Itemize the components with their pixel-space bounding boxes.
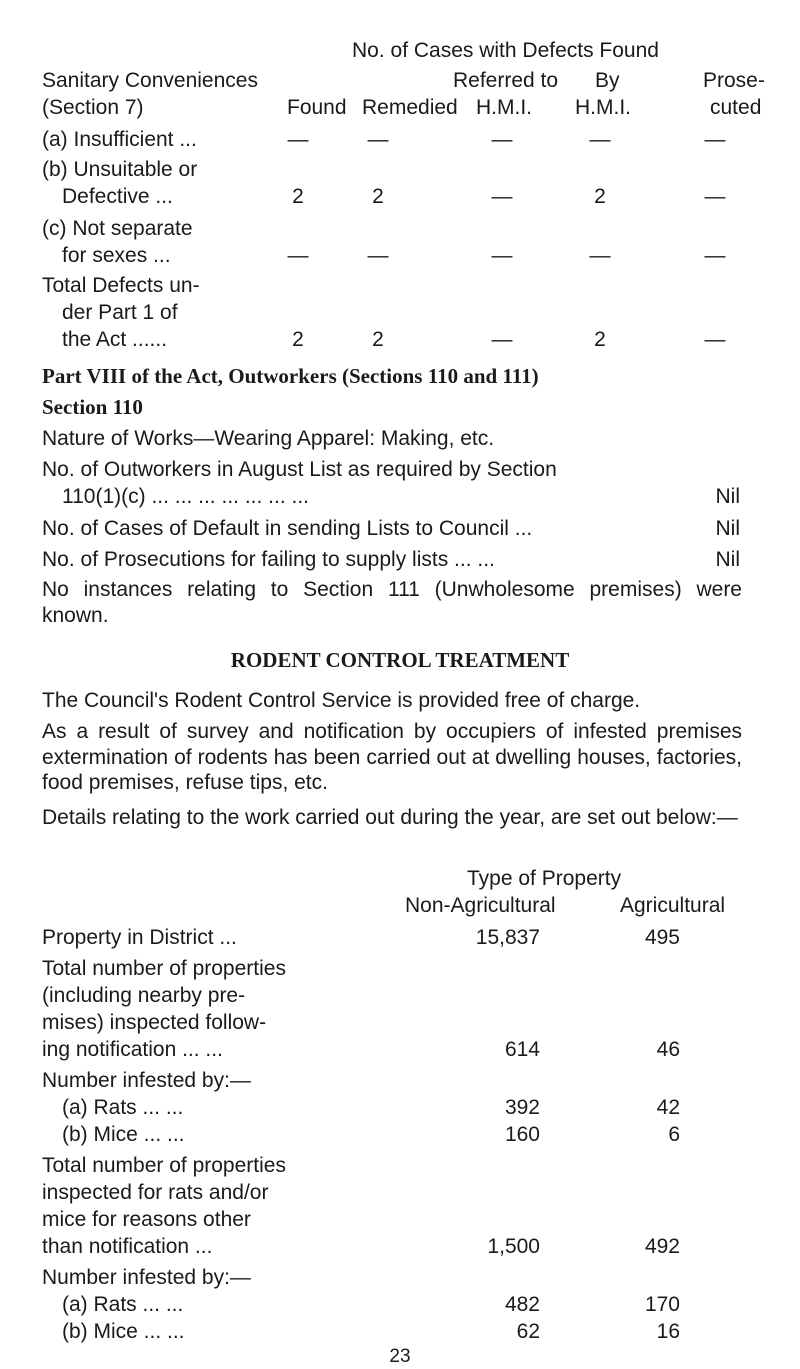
sanitary-header-left-1: Sanitary Conveniences [42, 69, 258, 92]
rodent-row-label: Total number of properties [42, 1154, 286, 1177]
non-agricultural-cell: 614 [504, 1038, 540, 1061]
prosecuted-cell: — [704, 128, 726, 151]
non-agricultural-header: Non-Agricultural [405, 894, 556, 917]
rodent-row-label: Property in District ... [42, 926, 237, 949]
rodent-row-label: (a) Rats ... ... [62, 1293, 184, 1316]
referred-cell: — [491, 128, 513, 151]
by-hmi-cell: 2 [594, 328, 606, 351]
rodent-row-label: Total number of properties [42, 957, 286, 980]
prosecuted-header-1: Prose- [703, 69, 765, 92]
found-cell: — [287, 128, 309, 151]
rodent-row-label: than notification ... [42, 1235, 213, 1258]
rodent-para-3: Details relating to the work carried out during the year, are set out below:— [42, 806, 738, 829]
non-agricultural-cell: 160 [504, 1123, 540, 1146]
outworkers-title: Part VIII of the Act, Outworkers (Sections 110 and 111) [42, 364, 539, 388]
referred-cell: — [491, 185, 513, 208]
prosecuted-cell: — [704, 328, 726, 351]
sanitary-row-label: (c) Not separate [42, 217, 193, 240]
by-hmi-cell: 2 [594, 185, 606, 208]
found-header: Found [287, 96, 347, 119]
non-agricultural-cell: 1,500 [487, 1235, 540, 1258]
remedied-cell: — [367, 128, 389, 151]
agricultural-cell: 6 [668, 1123, 680, 1146]
remedied-cell: — [367, 244, 389, 267]
outworkers-item-1-value: Nil [715, 485, 740, 508]
prosecuted-cell: — [704, 244, 726, 267]
sanitary-total-label: the Act ...... [62, 328, 168, 351]
referred-to-header: Referred to [453, 69, 559, 92]
referred-cell: — [491, 244, 513, 267]
rodent-para-2: As a result of survey and notification by occupiers of infested premises extermination of rodents has been carried out at dwelling houses, factories, food premises, refuse tips, etc. [42, 720, 742, 795]
sanitary-total-label: der Part 1 of [62, 301, 178, 324]
referred-hmi-header: H.M.I. [476, 96, 532, 119]
rodent-row-label: (including nearby pre- [42, 984, 246, 1007]
referred-cell: — [491, 328, 513, 351]
by-hmi-cell: — [589, 244, 611, 267]
non-agricultural-cell: 482 [504, 1293, 540, 1316]
sanitary-row-label: Defective ... [62, 185, 173, 208]
outworkers-item-1-line-2: 110(1)(c) ... ... ... ... ... ... ... [62, 485, 309, 508]
agricultural-cell: 170 [644, 1293, 680, 1316]
sanitary-total-label: Total Defects un- [42, 274, 200, 297]
rodent-row-label: Number infested by:— [42, 1266, 251, 1289]
section-110-heading: Section 110 [42, 395, 143, 419]
prosecuted-cell: — [704, 185, 726, 208]
rodent-row-label: inspected for rats and/or [42, 1181, 269, 1204]
agricultural-header: Agricultural [620, 894, 726, 917]
prosecuted-header-2: cuted [710, 96, 762, 119]
rodent-row-label: ing notification ... ... [42, 1038, 223, 1061]
agricultural-cell: 46 [656, 1038, 680, 1061]
page-number: 23 [389, 1346, 411, 1367]
outworkers-item-3: No. of Prosecutions for failing to supply lists ... ... [42, 548, 495, 571]
rodent-row-label: Number infested by:— [42, 1069, 251, 1092]
outworkers-item-1-line-1: No. of Outworkers in August List as required by Section [42, 458, 557, 481]
remedied-header: Remedied [362, 96, 458, 119]
rodent-row-label: mice for reasons other [42, 1208, 251, 1231]
found-cell: 2 [292, 328, 304, 351]
rodent-row-label: (a) Rats ... ... [62, 1096, 184, 1119]
non-agricultural-cell: 15,837 [475, 926, 540, 949]
sanitary-row-label: for sexes ... [62, 244, 171, 267]
agricultural-cell: 42 [656, 1096, 680, 1119]
non-agricultural-cell: 62 [516, 1320, 540, 1343]
by-hmi-cell: — [589, 128, 611, 151]
rodent-row-label: (b) Mice ... ... [62, 1123, 185, 1146]
sanitary-header-left-2: (Section 7) [42, 96, 144, 119]
sanitary-row-label: (b) Unsuitable or [42, 158, 198, 181]
outworkers-item-2: No. of Cases of Default in sending Lists to Council ... [42, 517, 533, 540]
rodent-row-label: (b) Mice ... ... [62, 1320, 185, 1343]
agricultural-cell: 16 [656, 1320, 680, 1343]
found-cell: 2 [292, 185, 304, 208]
type-of-property-header: Type of Property [467, 867, 622, 890]
rodent-row-label: mises) inspected follow- [42, 1011, 267, 1034]
outworkers-item-3-value: Nil [715, 548, 740, 571]
sanitary-row-label: (a) Insufficient ... [42, 128, 197, 151]
remedied-cell: 2 [372, 328, 384, 351]
section-111-note: No instances relating to Section 111 (Unwholesome premises) were known. [42, 578, 742, 627]
rodent-para-1: The Council's Rodent Control Service is provided free of charge. [42, 689, 641, 712]
agricultural-cell: 495 [644, 926, 680, 949]
rodent-control-title: RODENT CONTROL TREATMENT [230, 648, 570, 672]
agricultural-cell: 492 [644, 1235, 680, 1258]
remedied-cell: 2 [372, 185, 384, 208]
outworkers-item-2-value: Nil [715, 517, 740, 540]
non-agricultural-cell: 392 [504, 1096, 540, 1119]
by-header: By [595, 69, 620, 92]
found-cell: — [287, 244, 309, 267]
by-hmi-header: H.M.I. [575, 96, 631, 119]
nature-of-works: Nature of Works—Wearing Apparel: Making, etc. [42, 427, 495, 450]
defects-found-header: No. of Cases with Defects Found [352, 39, 659, 62]
